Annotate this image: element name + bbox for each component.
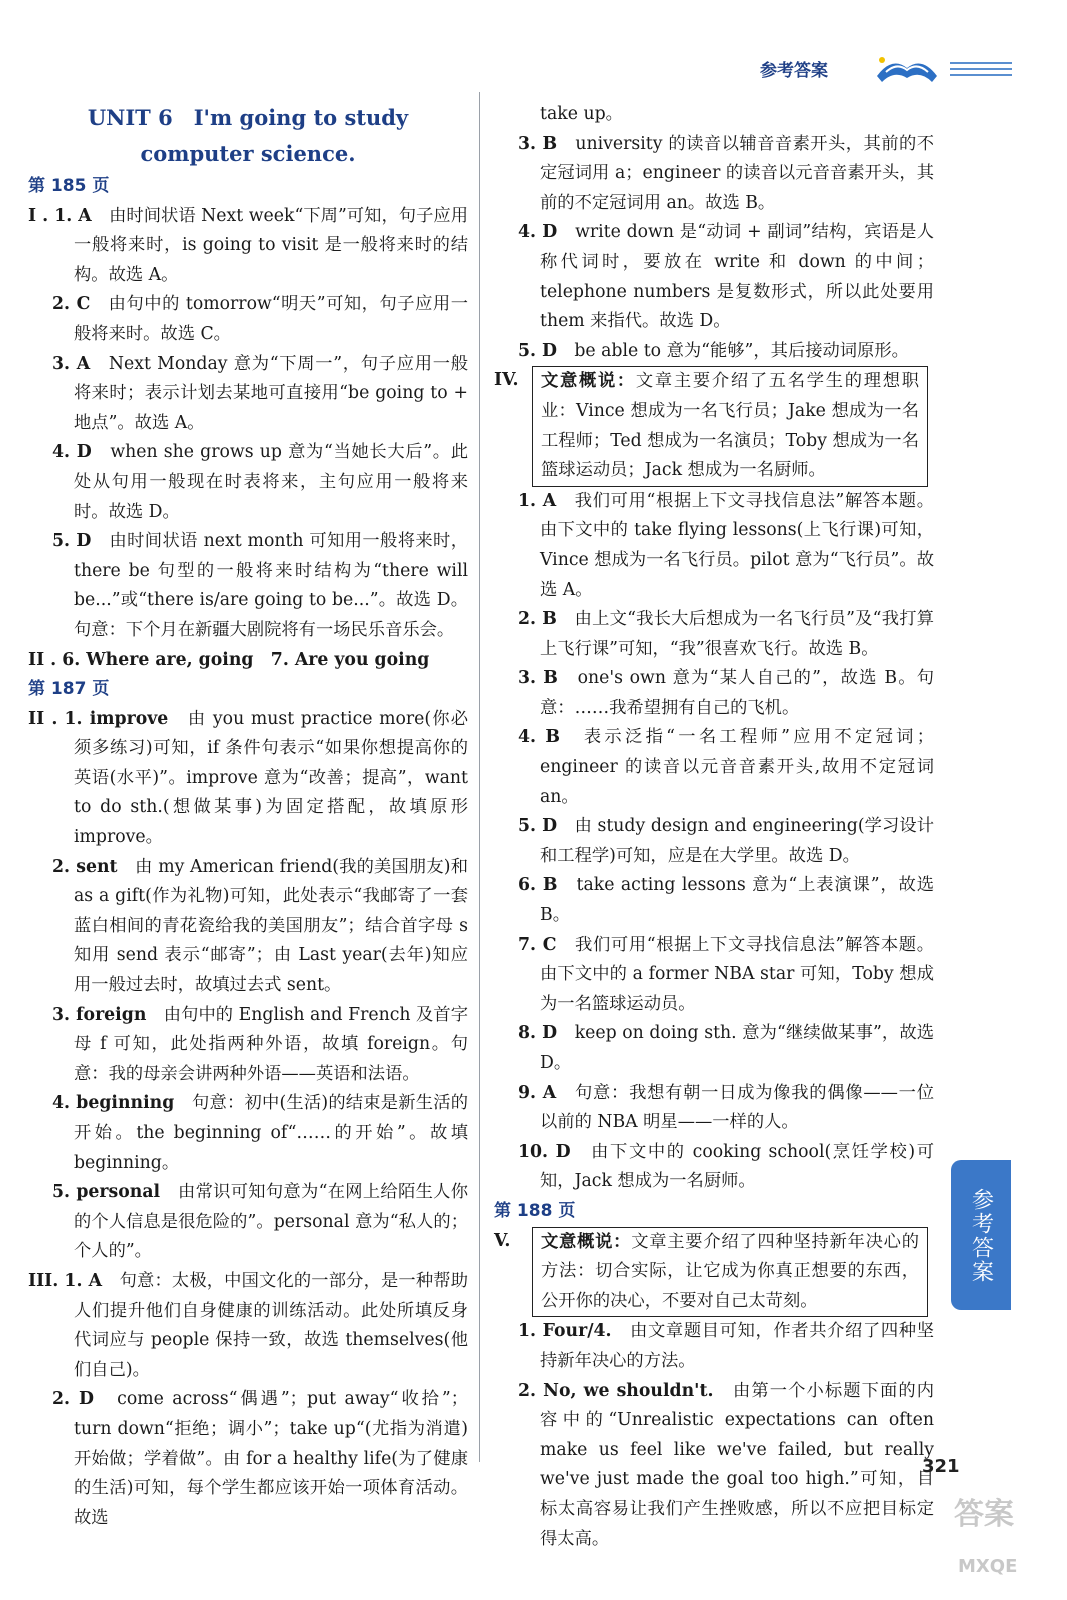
answer-item: 3. foreign 由句中的 English and French 及首字母 f 可知，此处指两种外语，故填 foreign。句意：我的母亲会讲两种外语——英语和法语。 bbox=[52, 1004, 468, 1084]
unit-title bbox=[28, 100, 468, 172]
answer-item: 6. B take acting lessons 意为“上表演课”，故选 B。 bbox=[518, 875, 934, 926]
svg-text:MXQE: MXQE bbox=[958, 1556, 1018, 1577]
answer-item: 3. B one's own 意为“某人自己的”，故选 B。句意：……我希望拥有自己的飞机。 bbox=[518, 668, 934, 718]
page-label-185: 第 185 页 bbox=[28, 176, 110, 196]
unit-title-line-2: computer science. bbox=[140, 141, 356, 166]
answer-item: III. 1. A 句意：太极，中国文化的一部分，是一种帮助人们提升他们自身健康的训练活动。此处所填反身代词应与 people 保持一致，故选 themselves(他们自己)。 bbox=[28, 1270, 468, 1380]
summary-box: 文意概说：文章主要介绍了五名学生的理想职业：Vince 想成为一名飞行员；Jake 想成为一名工程师；Ted 想成为一名演员；Toby 想成为一名篮球运动员；Jack 想成为一名厨师。 bbox=[532, 366, 928, 486]
page-label-188: 第 188 页 bbox=[494, 1200, 576, 1221]
answer-item: 1. A 我们可用“根据上下文寻找信息法”解答本题。由下文中的 take flying lessons(上飞行课)可知，Vince 想成为一名飞行员。pilot 意为“飞行员”。故选 A。 bbox=[518, 490, 934, 600]
section-number: IV. bbox=[494, 370, 519, 391]
section-number: V. bbox=[494, 1230, 511, 1251]
summary-box: 文意概说：文章主要介绍了四种坚持新年决心的方法：切合实际，让它成为你真正想要的东西，公开你的决心，不要对自己太苛刻。 bbox=[532, 1227, 928, 1318]
answer-item: I . 1. A 由时间状语 Next week“下周”可知，句子应用一般将来时，is going to visit 是一般将来时的结构。故选 A。 bbox=[28, 205, 468, 285]
answer-item: 4. D write down 是“动词 + 副词”结构，宾语是人称代词时，要放在 write 和 down 的中间；telephone numbers 是复数形式，所以此处要用 them 来指代。故选 D。 bbox=[518, 222, 934, 332]
answer-item: 2. No, we shouldn't. 由第一个小标题下面的内容中的“Unrealistic expectations can often make us feel like we've failed, but really we've just made the goal too high.”可知，目标太高容易让我们产生挫败感，所以不应把目标定得太高。 bbox=[518, 1380, 934, 1549]
watermark-logo-icon bbox=[950, 1472, 1060, 1592]
answer-item: 10. D 由下文中的 cooking school(烹饪学校)可知，Jack 想成为一名厨师。 bbox=[518, 1141, 934, 1192]
answer-item: 2. sent 由 my American friend(我的美国朋友)和 as a gift(作为礼物)可知，此处表示“我邮寄了一套蓝白相间的青花瓷给我的美国朋友”；结合首字母 s 知用 send 表示“邮寄”；由 Last year(去年)知应用一般过去时，故填过去式 sent。 bbox=[52, 856, 468, 996]
answer-item: 4. B 表示泛指“一名工程师”应用不定冠词；engineer 的读音以元音音素开头,故用不定冠词 an。 bbox=[518, 727, 934, 807]
answer-item: 3. A Next Monday 意为“下周一”，句子应用一般将来时；表示计划去某地可直接用“be going to + 地点”。故选 A。 bbox=[52, 353, 468, 433]
unit-title-line-1: UNIT 6 I'm going to study bbox=[87, 105, 409, 130]
answer-item: 2. C 由句中的 tomorrow“明天”可知，句子应用一般将来时。故选 C。 bbox=[52, 294, 468, 344]
column-divider bbox=[479, 92, 480, 1462]
answer-item: 4. beginning 句意：初中(生活)的结束是新生活的开始。the beginning of“……的开始”。故填 beginning。 bbox=[52, 1093, 468, 1173]
page-label-187: 第 187 页 bbox=[28, 679, 110, 700]
summary-v bbox=[494, 1227, 934, 1318]
right-column bbox=[494, 100, 934, 1554]
continuation-text: take up。 bbox=[540, 104, 623, 124]
book-logo-icon bbox=[872, 46, 942, 90]
side-tab bbox=[951, 1160, 1011, 1310]
summary-iv bbox=[494, 366, 934, 486]
answer-item: 3. B university 的读音以辅音音素开头，其前的不定冠词用 a；engineer 的读音以元音音素开头，其前的不定冠词用 an。故选 B。 bbox=[518, 133, 934, 213]
answer-item: 5. D 由时间状语 next month 可知用一般将来时，there be 句型的一般将来时结构为“there will be...”或“there is/are going to be...”。故选 D。句意：下个月在新疆大剧院将有一场民乐音乐会。 bbox=[52, 531, 468, 640]
answer-item: 5. D be able to 意为“能够”，其后接动词原形。 bbox=[518, 340, 909, 361]
answer-item: 7. C 我们可用“根据上下文寻找信息法”解答本题。由下文中的 a former NBA star 可知，Toby 想成为一名篮球运动员。 bbox=[518, 934, 934, 1014]
answer-item: 5. D 由 study design and engineering(学习设计和工程学)可知，应是在大学里。故选 D。 bbox=[518, 816, 934, 866]
answer-item: 2. D come across“偶遇”；put away“收拾”；turn down“拒绝；调小”；take up“(尤指为消遣)开始做；学着做”。由 for a healthy life(为了健康的生活)可知，每个学生都应该开始一项体育活动。故选 bbox=[52, 1389, 468, 1528]
answer-item: 5. personal 由常识可知句意为“在网上给陌生人你的个人信息是很危险的”。personal 意为“私人的；个人的”。 bbox=[52, 1182, 468, 1262]
answer-item: 9. A 句意：我想有朝一日成为像我的偶像——一位以前的 NBA 明星——一样的人。 bbox=[518, 1082, 934, 1133]
left-column bbox=[28, 100, 468, 1533]
svg-text:答案: 答案 bbox=[954, 1497, 1014, 1532]
answer-item: 4. D when she grows up 意为“当她长大后”。此处从句用一般现在时表将来，主句应用一般将来时。故选 D。 bbox=[52, 442, 468, 522]
header-label: 参考答案 bbox=[760, 61, 828, 81]
answer-item: 1. Four/4. 由文章题目可知，作者共介绍了四种坚持新年决心的方法。 bbox=[518, 1321, 934, 1371]
side-tab-label: 参考答案 bbox=[968, 1188, 994, 1284]
answer-item: II . 6. Where are, going 7. Are you going bbox=[28, 649, 430, 670]
answer-item: 8. D keep on doing sth. 意为“继续做某事”，故选 D。 bbox=[518, 1023, 934, 1073]
answer-item: 2. B 由上文“我长大后想成为一名飞行员”及“我打算上飞行课”可知，“我”很喜欢飞行。故选 B。 bbox=[518, 609, 934, 659]
header-decor-lines bbox=[950, 62, 1012, 82]
page-header bbox=[0, 0, 1067, 100]
answer-item: II . 1. improve 由 you must practice more(你必须多练习)可知，if 条件句表示“如果你想提高你的英语(水平)”。improve 意为“改善；提高”，want to do sth.(想做某事)为固定搭配，故填原形 improve。 bbox=[28, 708, 468, 848]
page-number: 321 bbox=[922, 1456, 960, 1477]
